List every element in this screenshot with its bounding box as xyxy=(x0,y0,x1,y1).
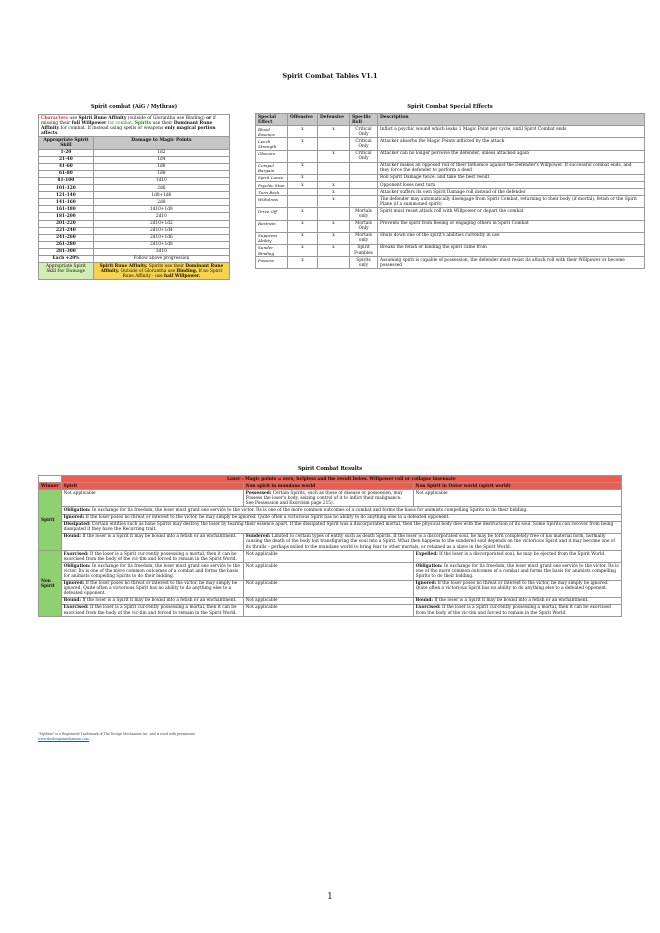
damage-row xyxy=(39,192,230,199)
intro-full-willpower: full Willpower xyxy=(71,120,107,126)
specific-roll: Critical Only xyxy=(350,150,378,162)
loser-header: Loser - Magic points = zero, helpless and the result below. Willpower roll or collapse insensate xyxy=(61,476,621,483)
damage-value: 1d8 xyxy=(93,170,229,177)
cell-expelled xyxy=(413,551,621,563)
cell-exorcised xyxy=(413,604,621,616)
damage-row xyxy=(39,156,230,163)
spirit-damage-table xyxy=(38,114,230,280)
col-mundane: Non spirit in mundane world xyxy=(243,483,413,490)
defensive-mark xyxy=(318,162,350,174)
damage-row xyxy=(39,163,230,170)
result-text: If the loser poses no threat or interest to the victor, he may simply be ignored. Quite often a victorious Spirit has no ability to do anything else to a defeated opponent. xyxy=(63,581,238,597)
result-label: Obligation: xyxy=(63,563,91,569)
result-label: Ignored: xyxy=(63,581,85,587)
footnote: "Mythras" is a Registered Trademark of The Design Mechanism Inc, and is used with permission. xyxy=(38,732,196,736)
specific-roll xyxy=(350,182,378,189)
cell-exorcised xyxy=(61,604,243,616)
cell-bound xyxy=(413,597,621,604)
result-text: In exchange for its freedom, the loser must grant one service to the victor. Its is one of the more common outcomes of a combat and forms the basis for animists compelling Spirits to do their bidding. xyxy=(63,563,240,579)
offensive-mark xyxy=(288,150,318,162)
result-label: Ignored: xyxy=(415,581,437,587)
cell-ignored xyxy=(61,514,621,521)
skill-range: 101-120 xyxy=(39,185,94,192)
effect-row xyxy=(256,174,645,181)
offensive-mark: x xyxy=(288,182,318,189)
footnote-link[interactable]: www.thedesignmechanism.com xyxy=(38,737,89,741)
special-effects-title: Spirit Combat Special Effects xyxy=(407,104,493,110)
result-text: In exchange for its freedom, the loser must grant one service to the victor. Its is one of the more common outcomes of a combat and forms the basis for animists compelling Spirits to do their bidding. xyxy=(415,563,619,579)
effect-description: Attacker absorbs the Magic Points inflicted by the attack xyxy=(378,138,645,150)
damage-value: 3d10 xyxy=(93,248,229,255)
result-text: If the loser is a Spirit cur-rently possessing a mortal, then it can be exorcised from the body of the vic-tim and forced to remain in the Spirit World. xyxy=(63,605,237,616)
page-title: Spirit Combat Tables V1.1 xyxy=(282,72,378,80)
result-label: Bound: xyxy=(63,534,81,540)
intro-characters: Characters xyxy=(41,115,68,121)
result-text: If the loser is a Spirit cur-rently possessing a mortal, then it can be exorcised from the body of the vic-tim and forced to remain in the Spirit World. xyxy=(63,551,237,562)
result-text: Limited to certain types of entity such as death Spirits. If the loser is a discorporated soul, he may be torn completely free of his material form, normally causing the death of the body but transfiguring the soul into a Spirit. What then happens to the sundered soul depends on the victorious Spirit and it may become one of its thralls – perhaps exiled to the mundane world to bring fear to other mortals, or retained as a slave in the Spirit World. xyxy=(245,534,615,550)
cell-ignored xyxy=(61,580,243,597)
effect-name: Sunder Binding xyxy=(256,244,288,256)
damage-value: 1d2 xyxy=(93,149,229,156)
footer-text: Appropriate Spirit Skill xyxy=(45,263,86,274)
effect-row xyxy=(256,126,645,138)
skill-range: 181-200 xyxy=(39,213,94,220)
result-text: Certain Spirits, such as those of disease or possession, may Possess the loser's body, seizing control of it to inflict their malignance. See Possession and Exorcism page 215). xyxy=(245,490,403,506)
effect-row xyxy=(256,182,645,189)
offensive-mark: x xyxy=(288,244,318,256)
footer-skill-note xyxy=(39,263,94,280)
col-header-roll: Specific Roll xyxy=(350,114,378,126)
damage-row xyxy=(39,170,230,177)
intro-spirits: Spirits xyxy=(134,120,152,126)
damage-value: 2d10+1d6 xyxy=(93,234,229,241)
offensive-mark: x xyxy=(288,232,318,244)
result-label: Sundered: xyxy=(245,534,271,540)
cell-dissipated xyxy=(61,521,621,533)
footer-for-damage: for Damage xyxy=(57,268,86,274)
effect-description: Assuming spirit is capable of possession, the defender must resist its attack roll with their Willpower or become possessed xyxy=(378,257,645,269)
col-spirit: Spirit xyxy=(61,483,243,490)
result-text: In exchange for its freedom, the loser must grant one service to the victor. Its is one of the more common outcomes of a combat and forms the basis for animists compelling Spirits to do their bidding. xyxy=(90,507,528,513)
damage-row xyxy=(39,255,230,262)
col-header-defensive: Defensive xyxy=(318,114,350,126)
offensive-mark: x xyxy=(288,174,318,181)
damage-row xyxy=(39,234,230,241)
offensive-mark: x xyxy=(288,126,318,138)
effect-name: Turn Back xyxy=(256,189,288,196)
skill-range: Each +20% xyxy=(39,255,94,262)
specific-roll: Mortals only xyxy=(350,208,378,220)
result-label: Obligation: xyxy=(63,507,91,513)
offensive-mark xyxy=(288,196,318,208)
damage-value: 2d8 xyxy=(93,199,229,206)
defensive-mark xyxy=(318,138,350,150)
result-label: Expelled: xyxy=(415,551,438,557)
skill-range: 241-260 xyxy=(39,234,94,241)
damage-row xyxy=(39,213,230,220)
col-outer: Non Spirit in Outer world (spirit world) xyxy=(413,483,621,490)
cell-ignored xyxy=(413,580,621,597)
offensive-mark: x xyxy=(288,138,318,150)
effect-name: Withdraw xyxy=(256,196,288,208)
winner-header: Winner xyxy=(39,483,62,490)
damage-row xyxy=(39,220,230,227)
result-label: Dissipated: xyxy=(63,522,91,528)
skill-range: 201-220 xyxy=(39,220,94,227)
cell-obligation xyxy=(61,563,243,580)
damage-row xyxy=(39,185,230,192)
result-text: If the loser is a Spirit it may be bound into a fetish or an enchantment. xyxy=(80,534,237,540)
effect-description: Spirit must resist attack roll with Willpower or depart the combat xyxy=(378,208,645,220)
col-header-offensive: Offensive xyxy=(288,114,318,126)
damage-value: 2d10 xyxy=(93,213,229,220)
effect-description: Inflict a psychic wound which leaks 1 Magic Point per cycle, until Spirit Combat ends xyxy=(378,126,645,138)
effect-row xyxy=(256,257,645,269)
cell-na: Not applicable xyxy=(243,551,413,563)
cell-na: Not applicable xyxy=(61,490,243,507)
result-text: If the loser poses no threat or interest to the victor, he may simply be ignored. Quite often a victorious Spirit has no ability to do anything else to a defeated opponent. xyxy=(415,581,609,592)
skill-range: 221-240 xyxy=(39,227,94,234)
damage-value: 1d10 xyxy=(93,177,229,184)
result-label: Exorcised: xyxy=(63,551,89,557)
footer-text: Spirit Rune Affinity. xyxy=(99,263,148,269)
spirit-combat-table-title: Spirit combat (AiG / Mythras) xyxy=(90,104,178,110)
result-label: Exorcised: xyxy=(63,605,89,611)
defensive-mark xyxy=(318,257,350,269)
effect-row xyxy=(256,162,645,174)
effect-row xyxy=(256,189,645,196)
col-header-skill: Appropriate Spirit Skill xyxy=(39,137,94,149)
defensive-mark: x xyxy=(318,244,350,256)
cell-exorcised xyxy=(61,551,243,563)
result-label: Obligation: xyxy=(415,563,443,569)
effect-name: Drive Off xyxy=(256,208,288,220)
skill-range: 81-100 xyxy=(39,177,94,184)
defensive-mark: x xyxy=(318,196,350,208)
effect-name: Psychic Stun xyxy=(256,182,288,189)
result-text: If the loser poses no threat or interest to the victor, he may simply be ignored. Quite often a victorious Spirit has no ability to do anything else to a defeated opponent. xyxy=(84,515,450,521)
effect-row xyxy=(256,232,645,244)
winner-non-spirit: Non Spirit xyxy=(39,551,62,617)
result-label: Possessed: xyxy=(245,490,272,496)
damage-row xyxy=(39,241,230,248)
cell-na: Not applicable xyxy=(243,604,413,616)
defensive-mark: x xyxy=(318,220,350,232)
intro-text: for combat. xyxy=(106,120,135,126)
damage-value: 1d6 xyxy=(93,163,229,170)
result-label: Bound: xyxy=(63,598,81,604)
offensive-mark: x xyxy=(288,257,318,269)
footer-text: If no Spirit Rune Affinity - use xyxy=(122,268,223,279)
effect-name: Obscure xyxy=(256,150,288,162)
defensive-mark xyxy=(318,174,350,181)
intro-spirit-rune: Spirit Rune Affinity xyxy=(78,115,127,121)
offensive-mark xyxy=(288,189,318,196)
cell-na: Not applicable xyxy=(243,597,413,604)
effect-name: Compel Bargain xyxy=(256,162,288,174)
offensive-mark: x xyxy=(288,220,318,232)
specific-roll xyxy=(350,196,378,208)
result-text: If the loser is a Spirit it may be bound into a fetish or an enchantment. xyxy=(432,598,589,604)
specific-roll: Critical Only xyxy=(350,126,378,138)
cell-obligation xyxy=(61,507,621,514)
effect-description: Attacker makes an opposed roll of their Influence against the Defender's Willpower. If successful combat ends, and they force the defender to perform a deed xyxy=(378,162,645,174)
effect-row xyxy=(256,244,645,256)
result-text: Certain entities such as bane Spirits may destroy the loser by tearing their essence apart. If the dissipated Spirit was a discorporated mortal, then the physical body dies with the destruction of its soul. Some Spirits can recover from being dissipated if they have the Recurring trait. xyxy=(63,522,614,533)
effect-name: Restrain xyxy=(256,220,288,232)
cell-na: Not applicable xyxy=(243,563,413,580)
result-label: Bound: xyxy=(415,598,433,604)
effect-name: Leech Strength xyxy=(256,138,288,150)
effect-row xyxy=(256,196,645,208)
specific-roll: Critical Only xyxy=(350,138,378,150)
damage-row xyxy=(39,199,230,206)
skill-range: 121-140 xyxy=(39,192,94,199)
intro-magical-portion: only magical portion affects xyxy=(41,125,216,136)
specific-roll xyxy=(350,189,378,196)
specific-roll xyxy=(350,174,378,181)
damage-value: 2d6 xyxy=(93,185,229,192)
result-label: Exorcised: xyxy=(415,605,441,611)
damage-value: 2d10+1d4 xyxy=(93,227,229,234)
damage-row xyxy=(39,177,230,184)
specific-roll: Spirits only xyxy=(350,257,378,269)
defensive-mark: x xyxy=(318,182,350,189)
cell-sundered xyxy=(243,533,621,550)
defensive-mark: x xyxy=(318,126,350,138)
footer-text: Spirits use their xyxy=(147,263,186,269)
intro-text: use their xyxy=(151,120,174,126)
specific-roll: Mortals Only xyxy=(350,220,378,232)
result-text: If the loser is a discorporated soul, he may be ejected from the Spirit World. xyxy=(437,551,606,557)
specific-roll xyxy=(350,162,378,174)
skill-range: 61-80 xyxy=(39,170,94,177)
footer-text: Binding. xyxy=(176,268,198,274)
skill-range: 261-280 xyxy=(39,241,94,248)
damage-value: 1d8+1d6 xyxy=(93,192,229,199)
effect-description: Roll Spirit Damage twice, and take the best result xyxy=(378,174,645,181)
intro-text: (outside of Glorantha use Binding) xyxy=(126,115,207,121)
intro-text: if missing their xyxy=(41,115,216,126)
col-header-description: Description xyxy=(378,114,645,126)
effect-name: Possess xyxy=(256,257,288,269)
footer-text: Dominant Rune Affinity. xyxy=(100,263,224,274)
cell-bound xyxy=(61,597,243,604)
effect-description: Attacker can no longer perceive the defender, unless attacked again xyxy=(378,150,645,162)
offensive-mark: x xyxy=(288,162,318,174)
effect-description: Shuts down one of the spirit's abilities currently in use xyxy=(378,232,645,244)
defensive-mark: x xyxy=(318,189,350,196)
intro-dominant-rune: Dominant Rune Affinity xyxy=(41,120,213,131)
effect-row xyxy=(256,150,645,162)
intro-text: use xyxy=(67,115,79,121)
cell-na: Not applicable xyxy=(243,580,413,597)
effect-row xyxy=(256,138,645,150)
special-effects-table xyxy=(255,113,645,269)
combat-results-title: Spirit Combat Results xyxy=(297,466,363,472)
damage-row xyxy=(39,206,230,213)
effect-description: Attacker suffers its own Spirit Damage roll instead of the defender xyxy=(378,189,645,196)
damage-value: 2d10+1d2 xyxy=(93,220,229,227)
skill-range: 161-180 xyxy=(39,206,94,213)
effect-description: The defender may automatically disengage from Spirit Combat, returning to their body (if mortal), fetish or the Spirit Plane (if a summoned spirit) xyxy=(378,196,645,208)
damage-row xyxy=(39,227,230,234)
col-header-damage: Damage to Magic Points xyxy=(93,137,229,149)
effect-row xyxy=(256,220,645,232)
combat-results-table xyxy=(38,475,622,617)
defensive-mark: x xyxy=(318,232,350,244)
footer-text: Outside of Glorantha use xyxy=(119,268,177,274)
col-header-effect: Special Effect xyxy=(256,114,288,126)
effect-row xyxy=(256,208,645,220)
offensive-mark: x xyxy=(288,208,318,220)
intro-or: or xyxy=(206,115,212,121)
cell-na: Not applicable xyxy=(413,490,621,507)
specific-roll: Mortals only xyxy=(350,232,378,244)
spirit-combat-intro xyxy=(39,115,230,137)
footer-affinity-note xyxy=(93,263,229,280)
effect-name: Suppress Ability xyxy=(256,232,288,244)
damage-row xyxy=(39,149,230,156)
page-number: 1 xyxy=(327,892,333,902)
damage-row xyxy=(39,248,230,255)
skill-range: 41-60 xyxy=(39,163,94,170)
cell-obligation xyxy=(413,563,621,580)
result-text: If the loser is a Spirit it may be bound into a fetish or an enchantment. xyxy=(80,598,237,604)
effect-description: Breaks the fetish or binding the spirit came from xyxy=(378,244,645,256)
footer-text: half Willpower. xyxy=(164,273,201,279)
cell-bound xyxy=(61,533,243,550)
damage-value: 1d4 xyxy=(93,156,229,163)
damage-value: Follow above progression xyxy=(93,255,229,262)
winner-spirit: Spirit xyxy=(39,490,62,551)
effect-name: Spirit Lance xyxy=(256,174,288,181)
skill-range: 281-300 xyxy=(39,248,94,255)
defensive-mark: x xyxy=(318,150,350,162)
damage-value: 1d10+1d8 xyxy=(93,206,229,213)
result-text: If the loser is a Spirit cur-rently possessing a mortal, then it can be exorcised from the body of the vic-tim and forced to remain in the Spirit World. xyxy=(415,605,611,616)
skill-range: 1-20 xyxy=(39,149,94,156)
effect-description: Prevents the spirit from fleeing or engaging others in Spirit Combat xyxy=(378,220,645,232)
specific-roll: Spirit Fumbles xyxy=(350,244,378,256)
damage-value: 2d10+1d8 xyxy=(93,241,229,248)
effect-name: Blood Essence xyxy=(256,126,288,138)
effect-description: Opponent loses next turn xyxy=(378,182,645,189)
result-label: Ignored: xyxy=(63,515,85,521)
skill-range: 141-160 xyxy=(39,199,94,206)
defensive-mark xyxy=(318,208,350,220)
skill-range: 21-40 xyxy=(39,156,94,163)
intro-text: for combat. If instead using spells or weapons xyxy=(59,125,165,131)
cell-possessed xyxy=(243,490,413,507)
